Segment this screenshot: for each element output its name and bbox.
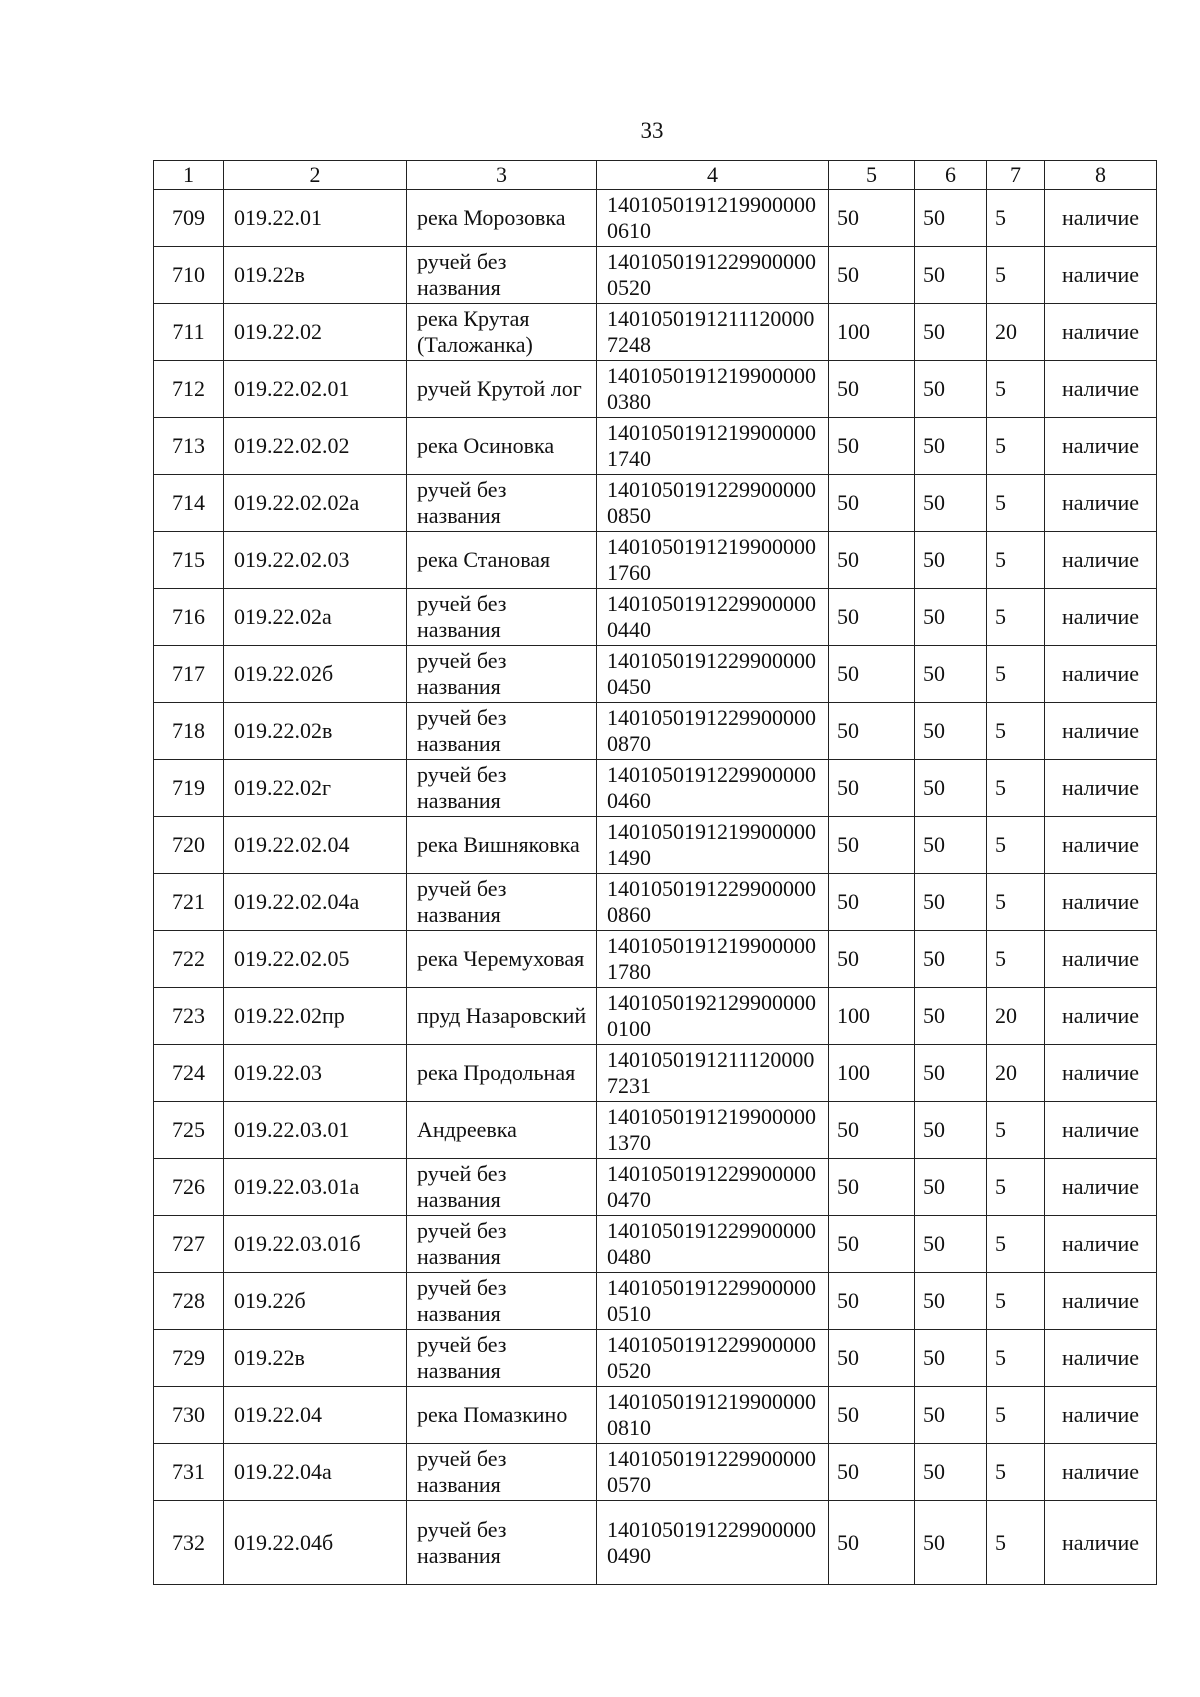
value-col-5: 50	[829, 361, 915, 418]
object-code: 019.22.02пр	[224, 988, 407, 1045]
row-number: 715	[154, 532, 224, 589]
object-name: река Помазкино	[407, 1387, 597, 1444]
registry-id: 14010501912299000000460	[597, 760, 829, 817]
registry-id: 14010501912299000000570	[597, 1444, 829, 1501]
registry-id: 14010501912199000000810	[597, 1387, 829, 1444]
object-name: ручей без названия	[407, 703, 597, 760]
presence-status: наличие	[1045, 532, 1157, 589]
value-col-7: 5	[987, 1216, 1045, 1273]
header-col-6: 6	[915, 161, 987, 190]
header-col-3: 3	[407, 161, 597, 190]
water-objects-table	[153, 160, 1157, 1585]
row-number: 716	[154, 589, 224, 646]
object-code: 019.22.03.01а	[224, 1159, 407, 1216]
value-col-7: 5	[987, 1501, 1045, 1585]
object-name: ручей Крутой лог	[407, 361, 597, 418]
table-row	[154, 874, 1157, 931]
value-col-7: 20	[987, 988, 1045, 1045]
object-name: ручей без названия	[407, 1159, 597, 1216]
value-col-7: 5	[987, 931, 1045, 988]
object-code: 019.22.04	[224, 1387, 407, 1444]
object-code: 019.22.03.01	[224, 1102, 407, 1159]
object-code: 019.22.02.01	[224, 361, 407, 418]
row-number: 730	[154, 1387, 224, 1444]
object-name: река Черемуховая	[407, 931, 597, 988]
registry-id: 14010501912299000000440	[597, 589, 829, 646]
table-header-row	[154, 161, 1157, 190]
value-col-6: 50	[915, 532, 987, 589]
object-name: ручей без названия	[407, 1216, 597, 1273]
value-col-6: 50	[915, 760, 987, 817]
value-col-5: 50	[829, 589, 915, 646]
registry-id: 14010501912299000000470	[597, 1159, 829, 1216]
value-col-7: 5	[987, 1102, 1045, 1159]
table-row	[154, 418, 1157, 475]
value-col-6: 50	[915, 418, 987, 475]
object-code: 019.22.02	[224, 304, 407, 361]
table-row	[154, 760, 1157, 817]
value-col-7: 5	[987, 361, 1045, 418]
value-col-5: 50	[829, 646, 915, 703]
object-name: ручей без названия	[407, 1444, 597, 1501]
row-number: 712	[154, 361, 224, 418]
value-col-5: 100	[829, 1045, 915, 1102]
registry-id: 14010501912199000001780	[597, 931, 829, 988]
table-row	[154, 1387, 1157, 1444]
value-col-6: 50	[915, 1216, 987, 1273]
presence-status: наличие	[1045, 703, 1157, 760]
value-col-6: 50	[915, 361, 987, 418]
table-row	[154, 532, 1157, 589]
value-col-6: 50	[915, 646, 987, 703]
object-code: 019.22.02б	[224, 646, 407, 703]
object-code: 019.22.02а	[224, 589, 407, 646]
object-code: 019.22.02.04	[224, 817, 407, 874]
row-number: 713	[154, 418, 224, 475]
value-col-5: 50	[829, 1102, 915, 1159]
registry-id: 14010501912299000000450	[597, 646, 829, 703]
presence-status: наличие	[1045, 1330, 1157, 1387]
table-body	[154, 190, 1157, 1585]
value-col-7: 5	[987, 1159, 1045, 1216]
value-col-5: 50	[829, 817, 915, 874]
object-name: река Осиновка	[407, 418, 597, 475]
value-col-7: 5	[987, 1330, 1045, 1387]
value-col-6: 50	[915, 304, 987, 361]
table-row	[154, 988, 1157, 1045]
value-col-7: 5	[987, 1387, 1045, 1444]
value-col-6: 50	[915, 1501, 987, 1585]
value-col-6: 50	[915, 1159, 987, 1216]
table-row	[154, 817, 1157, 874]
header-col-8: 8	[1045, 161, 1157, 190]
value-col-5: 50	[829, 532, 915, 589]
table-row	[154, 361, 1157, 418]
presence-status: наличие	[1045, 418, 1157, 475]
presence-status: наличие	[1045, 1444, 1157, 1501]
presence-status: наличие	[1045, 589, 1157, 646]
object-code: 019.22.03.01б	[224, 1216, 407, 1273]
registry-id: 14010501912299000000520	[597, 247, 829, 304]
presence-status: наличие	[1045, 1387, 1157, 1444]
object-code: 019.22б	[224, 1273, 407, 1330]
registry-id: 14010501912299000000850	[597, 475, 829, 532]
row-number: 723	[154, 988, 224, 1045]
value-col-6: 50	[915, 1273, 987, 1330]
value-col-6: 50	[915, 988, 987, 1045]
object-code: 019.22.04б	[224, 1501, 407, 1585]
object-name: ручей без названия	[407, 874, 597, 931]
object-name: пруд Назаровский	[407, 988, 597, 1045]
value-col-5: 50	[829, 1273, 915, 1330]
row-number: 717	[154, 646, 224, 703]
value-col-7: 5	[987, 646, 1045, 703]
row-number: 714	[154, 475, 224, 532]
value-col-5: 100	[829, 988, 915, 1045]
value-col-7: 5	[987, 874, 1045, 931]
table-row	[154, 1216, 1157, 1273]
value-col-7: 5	[987, 418, 1045, 475]
row-number: 724	[154, 1045, 224, 1102]
header-col-2: 2	[224, 161, 407, 190]
registry-id: 14010501912111200007231	[597, 1045, 829, 1102]
presence-status: наличие	[1045, 1102, 1157, 1159]
presence-status: наличие	[1045, 1159, 1157, 1216]
presence-status: наличие	[1045, 646, 1157, 703]
object-name: ручей без названия	[407, 1273, 597, 1330]
object-code: 019.22в	[224, 1330, 407, 1387]
row-number: 729	[154, 1330, 224, 1387]
object-name: ручей без названия	[407, 475, 597, 532]
value-col-6: 50	[915, 703, 987, 760]
presence-status: наличие	[1045, 475, 1157, 532]
value-col-7: 20	[987, 1045, 1045, 1102]
table-row	[154, 703, 1157, 760]
registry-id: 14010501912299000000520	[597, 1330, 829, 1387]
header-col-4: 4	[597, 161, 829, 190]
value-col-7: 5	[987, 817, 1045, 874]
row-number: 720	[154, 817, 224, 874]
row-number: 719	[154, 760, 224, 817]
presence-status: наличие	[1045, 1273, 1157, 1330]
object-code: 019.22.02.02а	[224, 475, 407, 532]
registry-id: 14010501912199000001490	[597, 817, 829, 874]
value-col-6: 50	[915, 1387, 987, 1444]
page-number: 33	[640, 118, 664, 143]
presence-status: наличие	[1045, 760, 1157, 817]
row-number: 711	[154, 304, 224, 361]
value-col-5: 50	[829, 1387, 915, 1444]
table-row	[154, 247, 1157, 304]
presence-status: наличие	[1045, 817, 1157, 874]
value-col-7: 20	[987, 304, 1045, 361]
table-row	[154, 1444, 1157, 1501]
row-number: 710	[154, 247, 224, 304]
value-col-5: 50	[829, 190, 915, 247]
registry-id: 14010501912199000001740	[597, 418, 829, 475]
value-col-5: 50	[829, 247, 915, 304]
object-name: Андреевка	[407, 1102, 597, 1159]
object-name: ручей без названия	[407, 1501, 597, 1585]
object-name: река Морозовка	[407, 190, 597, 247]
value-col-5: 50	[829, 760, 915, 817]
object-name: река Становая	[407, 532, 597, 589]
object-name: ручей без названия	[407, 1330, 597, 1387]
object-name: река Вишняковка	[407, 817, 597, 874]
object-code: 019.22.02г	[224, 760, 407, 817]
header-col-7: 7	[987, 161, 1045, 190]
row-number: 722	[154, 931, 224, 988]
value-col-7: 5	[987, 1444, 1045, 1501]
table-row	[154, 1159, 1157, 1216]
object-name: ручей без названия	[407, 646, 597, 703]
value-col-7: 5	[987, 247, 1045, 304]
row-number: 727	[154, 1216, 224, 1273]
registry-id: 14010501912111200007248	[597, 304, 829, 361]
registry-id: 14010501912199000001370	[597, 1102, 829, 1159]
object-code: 019.22.01	[224, 190, 407, 247]
value-col-5: 50	[829, 703, 915, 760]
value-col-5: 50	[829, 1330, 915, 1387]
presence-status: наличие	[1045, 988, 1157, 1045]
value-col-5: 50	[829, 1159, 915, 1216]
value-col-7: 5	[987, 475, 1045, 532]
object-name: ручей без названия	[407, 247, 597, 304]
row-number: 728	[154, 1273, 224, 1330]
table-row	[154, 1045, 1157, 1102]
value-col-5: 50	[829, 418, 915, 475]
object-name: река Продольная	[407, 1045, 597, 1102]
object-name: ручей без названия	[407, 760, 597, 817]
registry-id: 14010501912299000000490	[597, 1501, 829, 1585]
registry-id: 14010501912199000000610	[597, 190, 829, 247]
table-row	[154, 931, 1157, 988]
value-col-6: 50	[915, 817, 987, 874]
presence-status: наличие	[1045, 1045, 1157, 1102]
value-col-5: 50	[829, 931, 915, 988]
row-number: 726	[154, 1159, 224, 1216]
registry-id: 14010501912299000000510	[597, 1273, 829, 1330]
value-col-6: 50	[915, 475, 987, 532]
value-col-7: 5	[987, 1273, 1045, 1330]
value-col-7: 5	[987, 190, 1045, 247]
row-number: 725	[154, 1102, 224, 1159]
registry-id: 14010501912199000001760	[597, 532, 829, 589]
presence-status: наличие	[1045, 361, 1157, 418]
value-col-6: 50	[915, 874, 987, 931]
value-col-5: 50	[829, 475, 915, 532]
registry-id: 14010501912299000000480	[597, 1216, 829, 1273]
object-code: 019.22.02.05	[224, 931, 407, 988]
object-code: 019.22.02.04а	[224, 874, 407, 931]
value-col-6: 50	[915, 589, 987, 646]
object-code: 019.22в	[224, 247, 407, 304]
value-col-6: 50	[915, 1045, 987, 1102]
object-name: ручей без названия	[407, 589, 597, 646]
registry-id: 14010501912199000000380	[597, 361, 829, 418]
value-col-7: 5	[987, 532, 1045, 589]
table-row	[154, 304, 1157, 361]
row-number: 732	[154, 1501, 224, 1585]
header-col-5: 5	[829, 161, 915, 190]
value-col-6: 50	[915, 1444, 987, 1501]
value-col-6: 50	[915, 931, 987, 988]
table-row	[154, 1330, 1157, 1387]
value-col-6: 50	[915, 1330, 987, 1387]
table-row	[154, 190, 1157, 247]
presence-status: наличие	[1045, 190, 1157, 247]
object-code: 019.22.02.02	[224, 418, 407, 475]
object-code: 019.22.04а	[224, 1444, 407, 1501]
presence-status: наличие	[1045, 874, 1157, 931]
presence-status: наличие	[1045, 1216, 1157, 1273]
value-col-5: 50	[829, 1216, 915, 1273]
value-col-5: 100	[829, 304, 915, 361]
value-col-6: 50	[915, 190, 987, 247]
registry-id: 14010501912299000000860	[597, 874, 829, 931]
object-code: 019.22.02.03	[224, 532, 407, 589]
row-number: 731	[154, 1444, 224, 1501]
registry-id: 14010501912299000000870	[597, 703, 829, 760]
value-col-6: 50	[915, 1102, 987, 1159]
object-name: река Крутая (Таложанка)	[407, 304, 597, 361]
registry-id: 14010501921299000000100	[597, 988, 829, 1045]
table-row	[154, 475, 1157, 532]
value-col-6: 50	[915, 247, 987, 304]
table-row	[154, 1102, 1157, 1159]
object-code: 019.22.03	[224, 1045, 407, 1102]
value-col-7: 5	[987, 589, 1045, 646]
table-row	[154, 1273, 1157, 1330]
value-col-5: 50	[829, 1501, 915, 1585]
value-col-5: 50	[829, 1444, 915, 1501]
table-row	[154, 1501, 1157, 1585]
value-col-5: 50	[829, 874, 915, 931]
value-col-7: 5	[987, 703, 1045, 760]
presence-status: наличие	[1045, 247, 1157, 304]
presence-status: наличие	[1045, 931, 1157, 988]
row-number: 721	[154, 874, 224, 931]
object-code: 019.22.02в	[224, 703, 407, 760]
row-number: 709	[154, 190, 224, 247]
presence-status: наличие	[1045, 1501, 1157, 1585]
table-row	[154, 589, 1157, 646]
header-col-1: 1	[154, 161, 224, 190]
value-col-7: 5	[987, 760, 1045, 817]
row-number: 718	[154, 703, 224, 760]
presence-status: наличие	[1045, 304, 1157, 361]
table-row	[154, 646, 1157, 703]
